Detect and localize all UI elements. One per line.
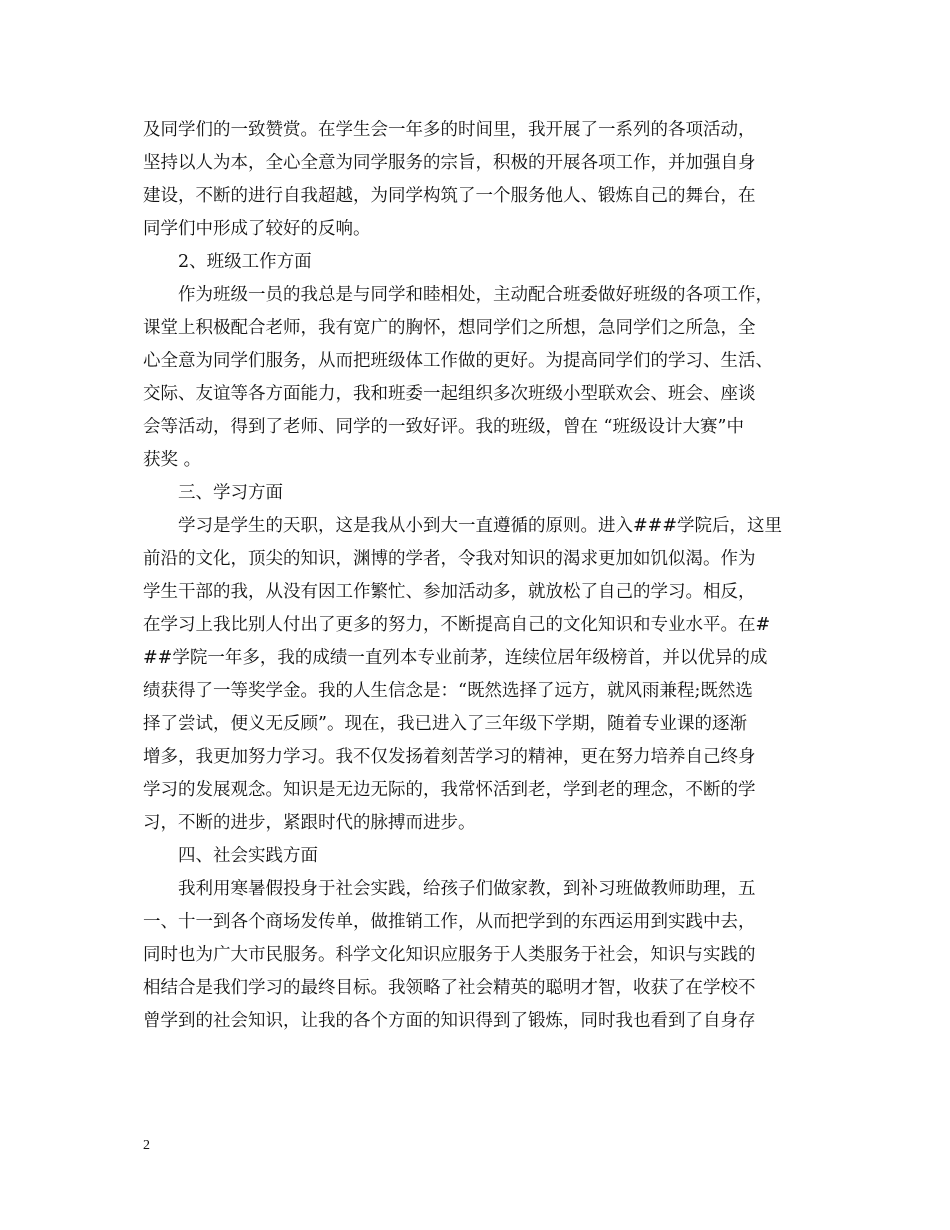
text-line: 曾学到的社会知识，让我的各个方面的知识得到了锻炼，同时我也看到了自身存 [143, 1011, 756, 1031]
text-line: 及同学们的一致赞赏。在学生会一年多的时间里，我开展了一系列的各项活动， [143, 120, 756, 140]
text-line: 建设，不断的进行自我超越，为同学构筑了一个服务他人、锻炼自己的舞台，在 [143, 186, 756, 206]
paragraph-start-line: 我利用寒暑假投身于社会实践，给孩子们做家教，到补习班做教师助理，五 [178, 879, 756, 899]
text-line: 课堂上积极配合老师，我有宽广的胸怀，想同学们之所想，急同学们之所急，全 [143, 318, 756, 338]
paragraph-start-line: 2、班级工作方面 [178, 252, 312, 272]
text-line: 心全意为同学们服务，从而把班级体工作做的更好。为提高同学们的学习、生活、 [143, 351, 773, 371]
text-line: 同学们中形成了较好的反响。 [143, 219, 371, 239]
text-line: 会等活动，得到了老师、同学的一致好评。我的班级，曾在 “班级设计大赛”中 [143, 417, 744, 437]
text-line: 坚持以人为本，全心全意为同学服务的宗旨，积极的开展各项工作，并加强自身 [143, 153, 756, 173]
paragraph-start-line: 作为班级一员的我总是与同学和睦相处，主动配合班委做好班级的各项工作， [178, 285, 773, 305]
text-line: ##学院一年多，我的成绩一直列本专业前茅，连续位居年级榜首，并以优异的成 [143, 648, 768, 668]
paragraph-start-line: 三、学习方面 [178, 483, 283, 503]
text-line: 一、十一到各个商场发传单，做推销工作，从而把学到的东西运用到实践中去， [143, 912, 756, 932]
text-line: 增多，我更加努力学习。我不仅发扬着刻苦学习的精神，更在努力培养自己终身 [143, 747, 756, 767]
page-number: 2 [143, 1138, 150, 1153]
text-line: 交际、友谊等各方面能力，我和班委一起组织多次班级小型联欢会、班会、座谈 [143, 384, 756, 404]
text-line: 择了尝试，便义无反顾”。现在，我已进入了三年级下学期，随着专业课的逐渐 [143, 714, 747, 734]
text-line: 在学习上我比别人付出了更多的努力，不断提高自己的文化知识和专业水平。在# [143, 615, 771, 635]
paragraph-start-line: 四、社会实践方面 [178, 846, 318, 866]
text-line: 绩获得了一等奖学金。我的人生信念是：“既然选择了远方，就风雨兼程;既然选 [143, 681, 753, 701]
paragraph-start-line: 学习是学生的天职，这是我从小到大一直遵循的原则。进入###学院后，这里 [178, 516, 782, 536]
text-line: 同时也为广大市民服务。科学文化知识应服务于人类服务于社会，知识与实践的 [143, 945, 756, 965]
text-line: 前沿的文化，顶尖的知识，渊博的学者，令我对知识的渴求更加如饥似渴。作为 [143, 549, 756, 569]
document-body [143, 114, 811, 1038]
text-line: 相结合是我们学习的最终目标。我领略了社会精英的聪明才智，收获了在学校不 [143, 978, 756, 998]
text-line: 学习的发展观念。知识是无边无际的，我常怀活到老，学到老的理念，不断的学 [143, 780, 756, 800]
text-line: 学生干部的我，从没有因工作繁忙、参加活动多，就放松了自己的学习。相反， [143, 582, 756, 602]
text-line: 获奖 。 [143, 450, 202, 470]
text-line: 习，不断的进步，紧跟时代的脉搏而进步。 [143, 813, 476, 833]
